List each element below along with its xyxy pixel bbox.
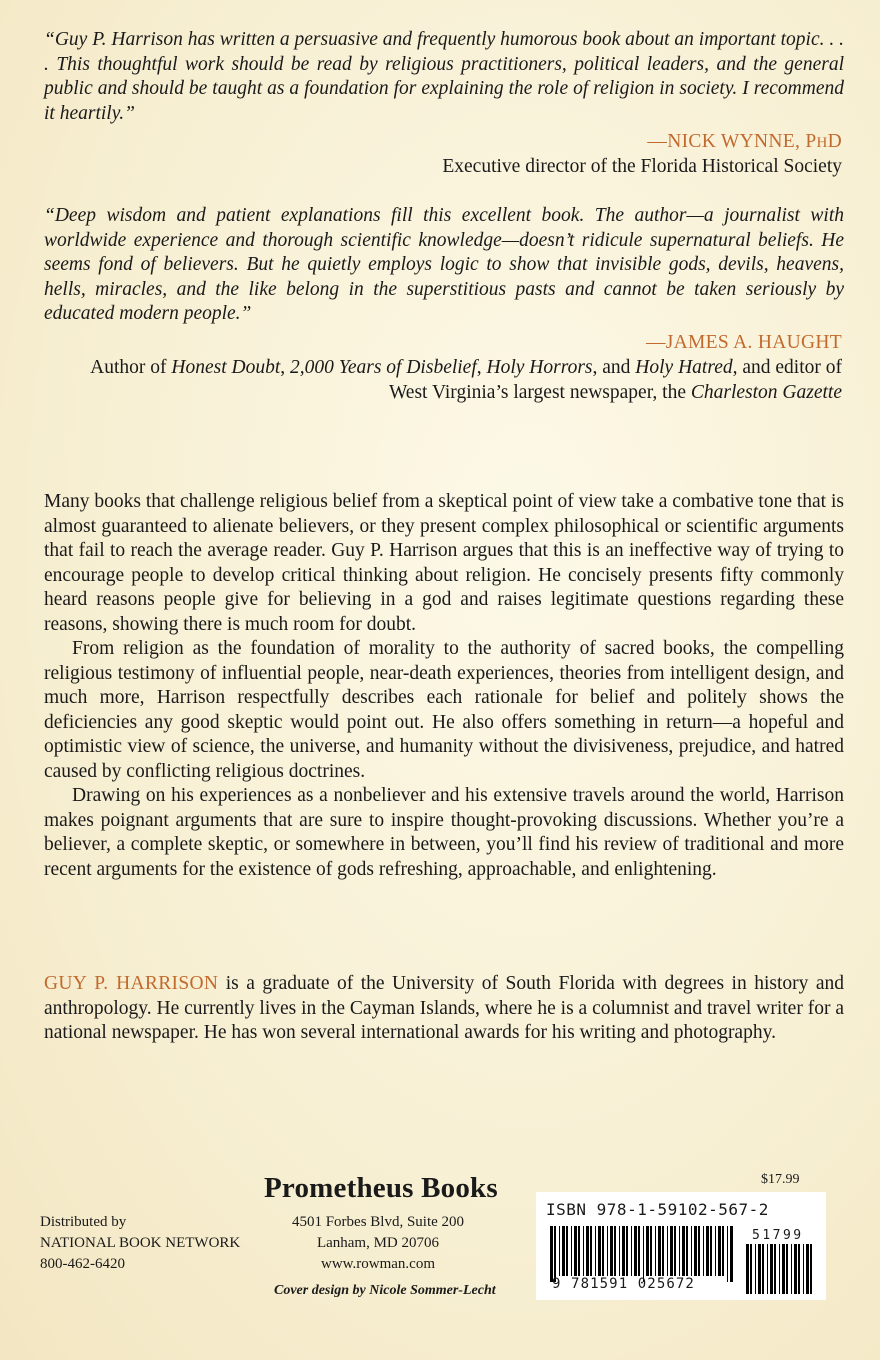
cover-design-credit: Cover design by Nicole Sommer-Lecht bbox=[274, 1283, 496, 1298]
barcode-bar bbox=[767, 1244, 768, 1294]
ean-barcode bbox=[550, 1226, 733, 1282]
barcode-bar bbox=[762, 1244, 764, 1294]
barcode-bar bbox=[571, 1226, 572, 1276]
distributor-info bbox=[40, 1212, 240, 1275]
barcode-bar bbox=[562, 1226, 565, 1276]
distributor-name: NATIONAL BOOK NETWORK bbox=[40, 1235, 241, 1251]
barcode-bar bbox=[694, 1226, 697, 1276]
barcode-bar bbox=[650, 1226, 652, 1276]
attribution-nick-wynne: —NICK WYNNE, PHD bbox=[647, 131, 842, 152]
barcode-bar bbox=[622, 1226, 625, 1276]
barcode-digits: 9 781591 025672 bbox=[552, 1276, 695, 1292]
barcode-bar bbox=[595, 1226, 596, 1276]
barcode-bar bbox=[602, 1226, 604, 1276]
barcode-bar bbox=[758, 1244, 761, 1294]
distributor-label: Distributed by bbox=[40, 1214, 127, 1230]
barcode-bar bbox=[710, 1226, 712, 1276]
barcode-bar bbox=[691, 1226, 692, 1276]
barcode-bar bbox=[718, 1226, 721, 1276]
publisher-name: Prometheus Books bbox=[264, 1172, 498, 1204]
author-name: GUY P. HARRISON bbox=[44, 973, 219, 994]
barcode-bar bbox=[810, 1244, 812, 1294]
barcode-bar bbox=[782, 1244, 785, 1294]
barcode-block bbox=[536, 1192, 826, 1300]
barcode-bar bbox=[667, 1226, 668, 1276]
barcode-bar bbox=[698, 1226, 700, 1276]
barcode-bar bbox=[679, 1226, 680, 1276]
barcode-bar bbox=[631, 1226, 632, 1276]
barcode-bar bbox=[706, 1226, 709, 1276]
quote-nick-wynne: “Guy P. Harrison has written a persuasive and frequently humorous book about an important topic. . . . This thoughtful work should be read by religious practitioners, political leaders, and the general public and should be taught as a foundation for explaining the role of religion in society. I recommend it heartily.” bbox=[44, 29, 844, 124]
book-description bbox=[44, 490, 844, 882]
address-line-1: 4501 Forbes Blvd, Suite 200 bbox=[291, 1214, 465, 1230]
distributor-phone: 800-462-6420 bbox=[40, 1256, 125, 1272]
description-paragraph-2: From religion as the foundation of morality to the authority of sacred books, the compelling religious testimony of influential people, near-death experiences, theories from intelligent design, and much more, Harrison respectfully describes each rationale for belief and politely shows the deficiencies any good skeptic would point out. He also offers something in return—a hopeful and optimistic view of science, the universe, and humanity without the divisiveness, prejudice, and hatred caused by conflicting religious doctrines. bbox=[44, 638, 844, 782]
barcode-bar bbox=[803, 1244, 804, 1294]
barcode-bar bbox=[779, 1244, 780, 1294]
barcode-bar bbox=[559, 1226, 560, 1276]
barcode-bar bbox=[574, 1226, 577, 1276]
publisher-address bbox=[278, 1212, 478, 1275]
barcode-bar bbox=[755, 1244, 756, 1294]
barcode-bar bbox=[662, 1226, 664, 1276]
barcode-bar bbox=[578, 1226, 580, 1276]
price-code-digits: 51799 bbox=[752, 1228, 804, 1243]
price-addon-barcode bbox=[746, 1244, 812, 1294]
barcode-bar bbox=[786, 1244, 788, 1294]
quote-james-haught: “Deep wisdom and patient explanations fill this excellent book. The author—a journalist with worldwide experience and thorough scientific knowledge—doesn’t ridicule supernatural beliefs. He seems fond of believers. But he quietly employs logic to show that invisible gods, devils, heavens, hells, miracles, and the like belong in the superstitious pasts and cannot be taken seriously by educated modern people.” bbox=[44, 205, 844, 324]
barcode-bar bbox=[715, 1226, 716, 1276]
barcode-bar bbox=[614, 1226, 616, 1276]
address-line-2: Lanham, MD 20706 bbox=[316, 1235, 440, 1251]
barcode-bar bbox=[638, 1226, 640, 1276]
barcode-bar bbox=[682, 1226, 685, 1276]
barcode-bar bbox=[730, 1226, 733, 1282]
barcode-bar bbox=[583, 1226, 584, 1276]
barcode-bar bbox=[598, 1226, 601, 1276]
author-bio-text: is a graduate of the University of South Florida with degrees in history and anthropology. He currently lives in the Cayman Islands, where he is a columnist and travel writer for a national newspaper. He has won several international awards for his writing and photography. bbox=[44, 973, 844, 1043]
barcode-bar bbox=[770, 1244, 773, 1294]
publisher-website: www.rowman.com bbox=[320, 1256, 435, 1272]
description-paragraph-3: Drawing on his experiences as a nonbeliever and his extensive travels around the world, Harrison makes poignant arguments that are sure to inspire thought-provoking discussions. Whether you’re a believer, a complete skeptic, or somewhere in between, you’ll find his review of traditional and more recent arguments for the existence of gods refreshing, approachable, and enlightening. bbox=[44, 785, 844, 880]
isbn-label: ISBN 978-1-59102-567-2 bbox=[546, 1200, 769, 1219]
attribution-james-haught: —JAMES A. HAUGHT bbox=[645, 332, 842, 353]
price-label: $17.99 bbox=[761, 1172, 800, 1187]
barcode-bar bbox=[550, 1226, 553, 1282]
barcode-bar bbox=[722, 1226, 724, 1276]
barcode-bar bbox=[655, 1226, 656, 1276]
barcode-bar bbox=[554, 1226, 556, 1282]
barcode-bar bbox=[619, 1226, 620, 1276]
barcode-bar bbox=[686, 1226, 688, 1276]
barcode-bar bbox=[610, 1226, 613, 1276]
barcode-bar bbox=[798, 1244, 800, 1294]
barcode-bar bbox=[643, 1226, 644, 1282]
role-james-haught: Author of Honest Doubt, 2,000 Years of Disbelief, Holy Horrors, and Holy Hatred, and editor of West Virginia’s largest newspaper, the Charleston Gazette bbox=[90, 357, 842, 403]
barcode-bar bbox=[586, 1226, 589, 1276]
barcode-bar bbox=[590, 1226, 592, 1276]
role-nick-wynne: Executive director of the Florida Historical Society bbox=[442, 156, 842, 177]
barcode-bar bbox=[634, 1226, 637, 1276]
barcode-bar bbox=[727, 1226, 728, 1282]
barcode-bar bbox=[626, 1226, 628, 1276]
barcode-bar bbox=[774, 1244, 776, 1294]
description-paragraph-1: Many books that challenge religious belief from a skeptical point of view take a combative tone that is almost guaranteed to alienate believers, or they present complex philosophical or scientific arguments that fail to reach the average reader. Guy P. Harrison argues that this is an ineffective way of trying to encourage people to develop critical thinking about religion. He concisely presents fifty commonly heard reasons people give for believing in a god and raises legitimate questions regarding these reasons, showing there is much room for doubt. bbox=[44, 491, 844, 635]
barcode-bar bbox=[658, 1226, 661, 1276]
barcode-bar bbox=[750, 1244, 752, 1294]
barcode-bar bbox=[806, 1244, 809, 1294]
barcode-bar bbox=[670, 1226, 673, 1276]
barcode-bar bbox=[746, 1244, 749, 1294]
barcode-bar bbox=[794, 1244, 797, 1294]
barcode-bar bbox=[791, 1244, 792, 1294]
barcode-bar bbox=[674, 1226, 676, 1276]
author-bio bbox=[44, 972, 844, 1046]
barcode-bar bbox=[703, 1226, 704, 1276]
barcode-bar bbox=[607, 1226, 608, 1276]
barcode-bar bbox=[566, 1226, 568, 1276]
barcode-bar bbox=[646, 1226, 649, 1276]
